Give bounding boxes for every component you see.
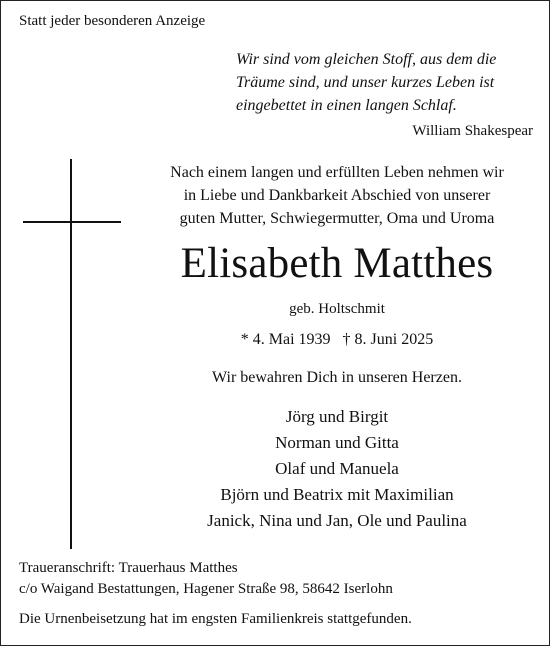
remembrance-message: Wir bewahren Dich in unseren Herzen.: [212, 369, 462, 386]
burial-note: Die Urnenbeisetzung hat im engsten Familienkreis stattgefunden.: [19, 611, 412, 627]
family-member-line: Olaf und Manuela: [275, 459, 399, 478]
family-list: [141, 404, 533, 534]
quote-author: William Shakespear: [412, 123, 533, 139]
address-line: Traueranschrift: Trauerhaus Matthes: [19, 560, 238, 576]
quote-line: eingebettet in einen langen Schlaf.: [236, 97, 457, 114]
shakespeare-quote: [236, 48, 536, 117]
notice-intro: Statt jeder besonderen Anzeige: [19, 13, 206, 29]
birth-date: * 4. Mai 1939: [240, 331, 331, 348]
address-line: c/o Waigand Bestattungen, Hagener Straße 98, 58642 Iserlohn: [19, 581, 393, 597]
mourning-intro-line: guten Mutter, Schwiegermutter, Oma und Uroma: [179, 210, 495, 227]
birth-name: geb. Holtschmit: [289, 301, 385, 317]
mourning-intro: [141, 161, 533, 230]
mourning-address: [19, 558, 393, 600]
quote-line: Wir sind vom gleichen Stoff, aus dem die: [236, 51, 497, 68]
family-member-line: Björn und Beatrix mit Maximilian: [220, 485, 454, 504]
life-dates: [141, 330, 533, 350]
mourning-intro-line: in Liebe und Dankbarkeit Abschied von unserer: [183, 187, 491, 204]
cross-vertical-bar: [70, 159, 72, 549]
cross-icon: [23, 159, 123, 549]
quote-line: Träume sind, und unser kurzes Leben ist: [236, 74, 495, 91]
death-date: † 8. Juni 2025: [342, 331, 434, 348]
family-member-line: Norman und Gitta: [275, 433, 399, 452]
deceased-name: Elisabeth Matthes: [180, 240, 494, 287]
family-member-line: Janick, Nina und Jan, Ole und Paulina: [207, 511, 467, 530]
family-member-line: Jörg und Birgit: [285, 407, 389, 426]
mourning-intro-line: Nach einem langen und erfüllten Leben nehmen wir: [170, 164, 504, 181]
cross-horizontal-bar: [23, 221, 121, 223]
